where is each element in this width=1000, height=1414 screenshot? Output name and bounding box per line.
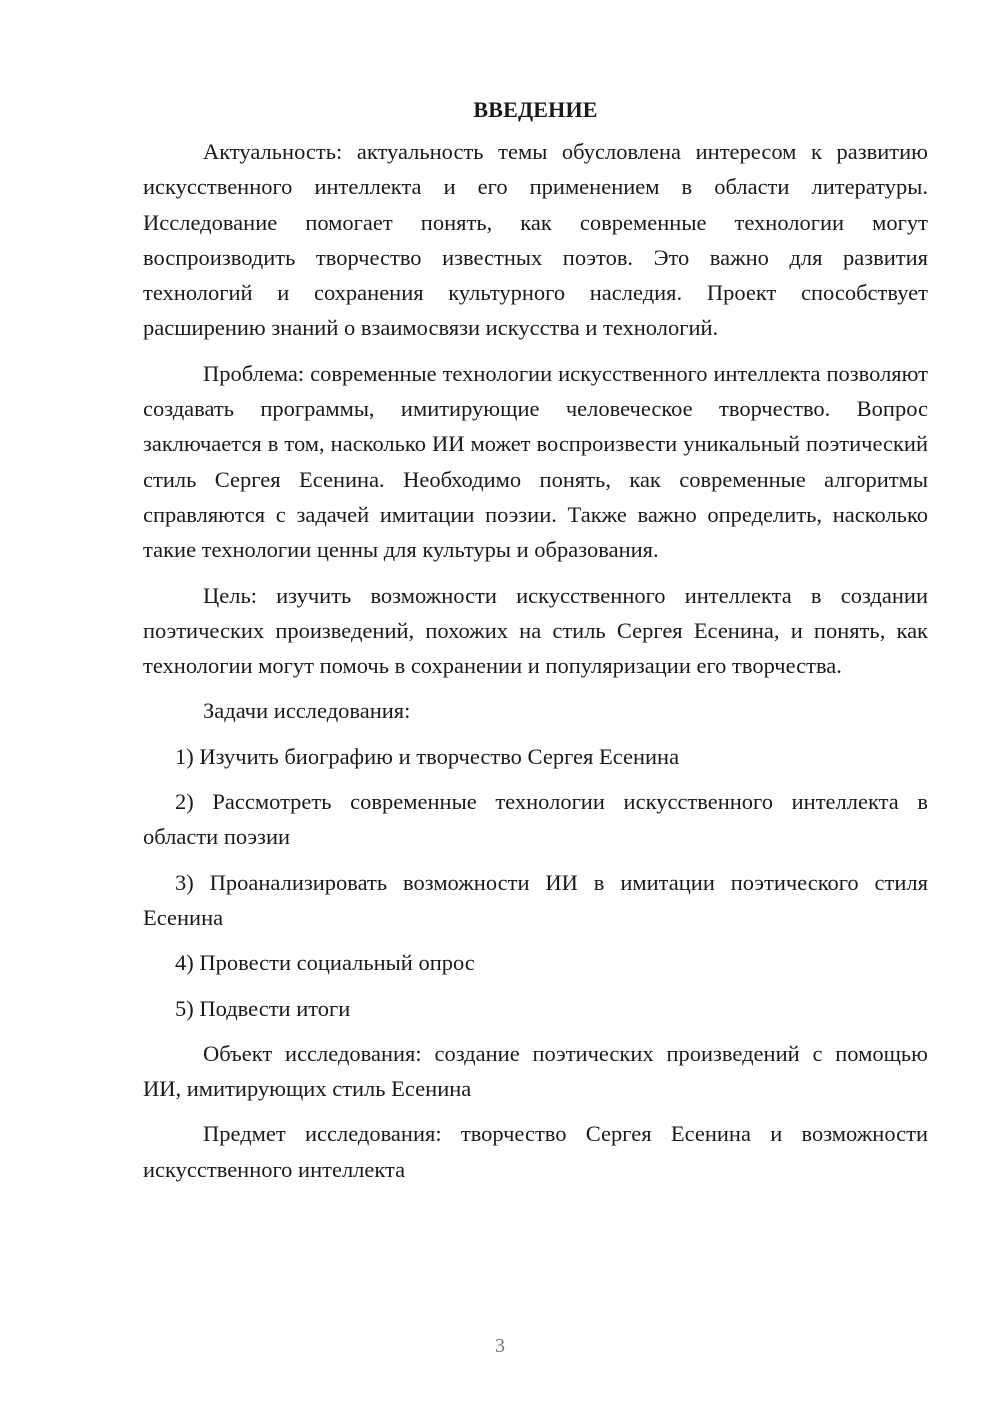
task-item: 1) Изучить биографию и творчество Сергея Есенина: [175, 743, 680, 769]
tasks-list: [143, 739, 928, 1026]
task-item: 2) Рассмотреть современные технологии искусственного интеллекта в области поэзии: [143, 789, 928, 850]
section-heading: ВВЕДЕНИЕ: [473, 97, 598, 122]
paragraph-relevance: Актуальность: актуальность темы обусловлена интересом к развитию искусственного интеллекта и его применением в области литературы. Исследование помогает понять, как современные технологии могут воспроизводить творчество известных поэтов. Это важно для развития технологий и сохранения культурного наследия. Проект способствует расширению знаний о взаимосвязи искусства и технологий.: [143, 139, 928, 341]
paragraph-subject: Предмет исследования: творчество Сергея Есенина и возможности искусственного интеллекта: [143, 1121, 928, 1182]
paragraph-goal: Цель: изучить возможности искусственного интеллекта в создании поэтических произведений, похожих на стиль Сергея Есенина, и понять, как технологии могут помочь в сохранении и популяризации его творчества.: [143, 582, 928, 679]
page-number: 3: [495, 1335, 505, 1357]
task-item: 3) Проанализировать возможности ИИ в имитации поэтического стиля Есенина: [143, 869, 928, 930]
task-item: 5) Подвести итоги: [175, 995, 351, 1021]
paragraph-object: Объект исследования: создание поэтических произведений с помощью ИИ, имитирующих стиль Есенина: [143, 1040, 928, 1102]
page-content: [143, 94, 928, 1197]
task-item: 4) Провести социальный опрос: [175, 950, 475, 976]
tasks-title: Задачи исследования:: [203, 698, 411, 724]
paragraph-problem: Проблема: современные технологии искусственного интеллекта позволяют создавать программы, имитирующие человеческое творчество. Вопрос заключается в том, насколько ИИ может воспроизвести уникальный поэтический стиль Сергея Есенина. Необходимо понять, как современные алгоритмы справляются с задачей имитации поэзии. Также важно определить, насколько такие технологии ценны для культуры и образования.: [143, 360, 928, 563]
